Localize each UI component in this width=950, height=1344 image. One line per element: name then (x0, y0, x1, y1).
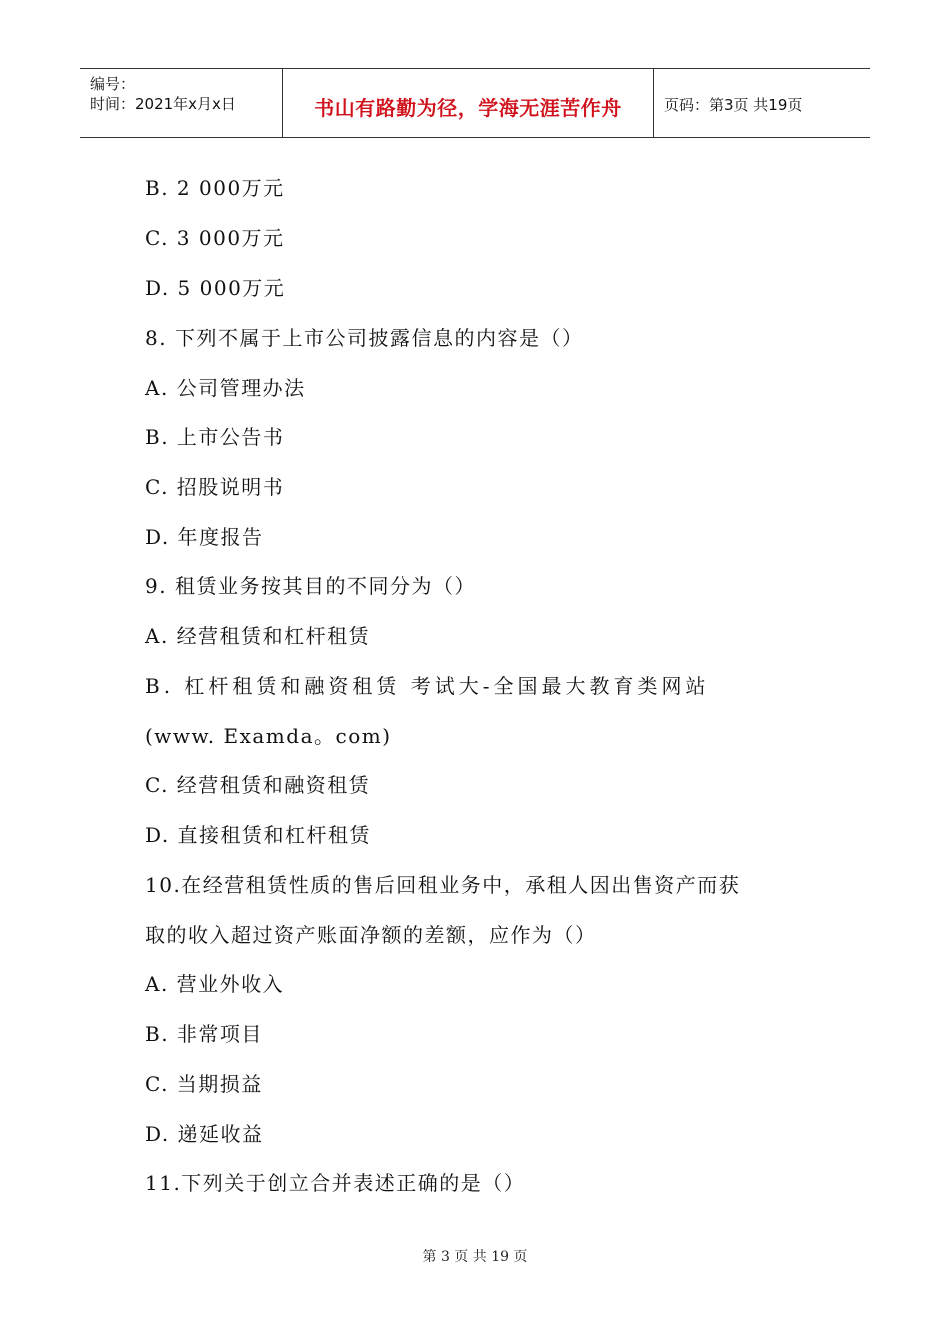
option-line: C. 经营租赁和融资租赁 (145, 773, 371, 797)
option-line: C. 3 000万元 (145, 226, 285, 250)
date-label: 时间：2021年x月x日 (90, 95, 236, 113)
question-line: 9. 租赁业务按其目的不同分为（） (145, 574, 476, 598)
option-line: A. 公司管理办法 (145, 376, 306, 400)
option-line: C. 当期损益 (145, 1072, 263, 1096)
header-motto-cell (283, 69, 654, 137)
serial-number-label: 编号： (90, 75, 136, 93)
motto: 书山有路勤为径，学海无涯苦作舟 (314, 96, 622, 120)
header-page-cell (654, 69, 870, 137)
header-meta (80, 69, 283, 137)
option-line: D. 年度报告 (145, 525, 264, 549)
option-line-continued: (www. Examda。com) (145, 724, 392, 748)
option-line: D. 递延收益 (145, 1122, 264, 1146)
page-footer: 第 3 页 共 19 页 (422, 1249, 528, 1265)
option-line: D. 直接租赁和杠杆租赁 (145, 823, 372, 847)
option-line: C. 招股说明书 (145, 475, 285, 499)
question-line: 10.在经营租赁性质的售后回租业务中，承租人因出售资产而获 (145, 873, 741, 897)
question-line: 8. 下列不属于上市公司披露信息的内容是（） (145, 326, 584, 350)
option-line: B. 非常项目 (145, 1022, 263, 1046)
question-line-continued: 取的收入超过资产账面净额的差额，应作为（） (145, 923, 597, 947)
option-line: B. 杠杆租赁和融资租赁 考试大-全国最大教育类网站 (145, 674, 710, 698)
option-line: A. 营业外收入 (145, 972, 285, 996)
option-line: A. 经营租赁和杠杆租赁 (145, 624, 371, 648)
question-line: 11.下列关于创立合并表述正确的是（） (145, 1171, 526, 1195)
page-number-info: 页码：第3页 共19页 (664, 96, 803, 114)
option-line: B. 上市公告书 (145, 425, 285, 449)
page-header (80, 68, 870, 138)
option-line: B. 2 000万元 (145, 176, 285, 200)
option-line: D. 5 000万元 (145, 276, 286, 300)
